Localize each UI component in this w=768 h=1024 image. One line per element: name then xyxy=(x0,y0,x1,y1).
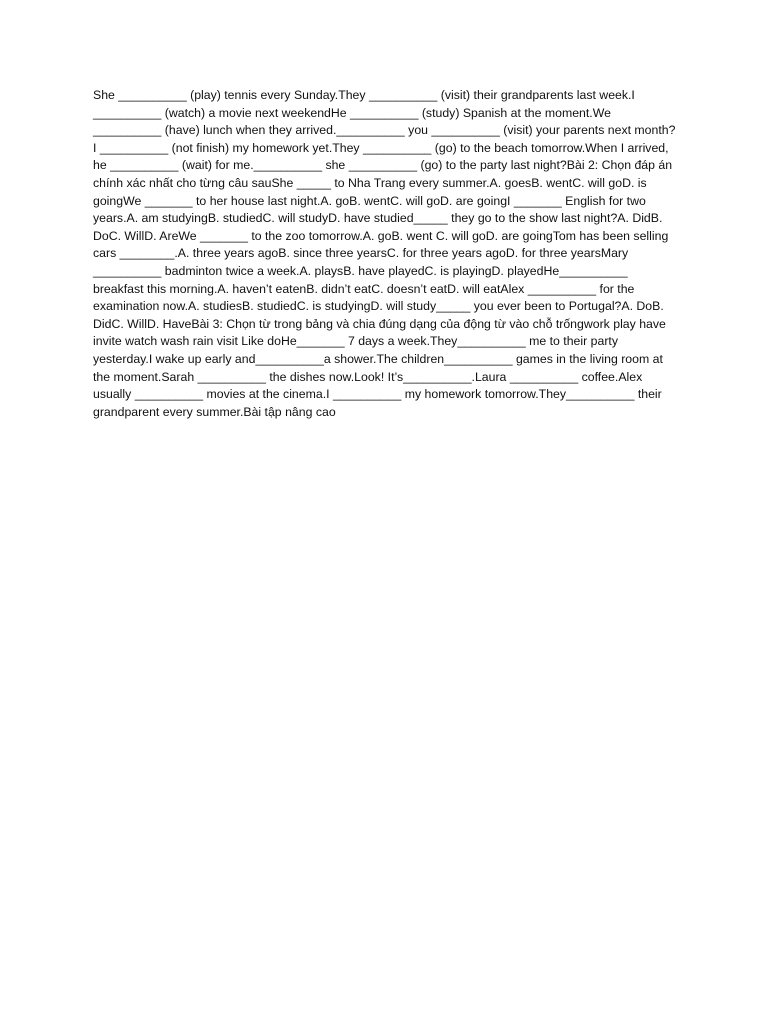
exercise-text: She __________ (play) tennis every Sunday.They __________ (visit) their grandparents last week.I __________ (watch) a movie next weekendHe __________ (study) Spanish at the moment.We __________ (have) lunch when they arrived.__________ you __________ (visit) your parents next month?I __________ (not finish) my homework yet.They __________ (go) to the beach tomorrow.When I arrived, he __________ (wait) for me.__________ she __________ (go) to the party last night?Bài 2: Chọn đáp án chính xác nhất cho từng câu sauShe _____ to Nha Trang every summer.A. goesB. wentC. will goD. is goingWe _______ to her house last night.A. goB. wentC. will goD. are goingI _______ English for two years.A. am studyingB. studiedC. will studyD. have studied_____ they go to the show last night?A. DidB. DoC. WillD. AreWe _______ to the zoo tomorrow.A. goB. went C. will goD. are goingTom has been selling cars ________.A. three years agoB. since three yearsC. for three years agoD. for three yearsMary __________ badminton twice a week.A. playsB. have playedC. is playingD. playedHe__________ breakfast this morning.A. haven’t eatenB. didn’t eatC. doesn’t eatD. will eatAlex __________ for the examination now.A. studiesB. studiedC. is studyingD. will study_____ you ever been to Portugal?A. DoB. DidC. WillD. HaveBài 3: Chọn từ trong bảng và chia đúng dạng của động từ vào chỗ trốngwork play have invite watch wash rain visit Like doHe_______ 7 days a week.They__________ me to their party yesterday.I wake up early and__________a shower.The children__________ games in the living room at the moment.Sarah __________ the dishes now.Look! It’s__________.Laura __________ coffee.Alex usually __________ movies at the cinema.I __________ my homework tomorrow.They__________ their grandparent every summer.Bài tập nâng cao xyxy=(93,88,676,419)
